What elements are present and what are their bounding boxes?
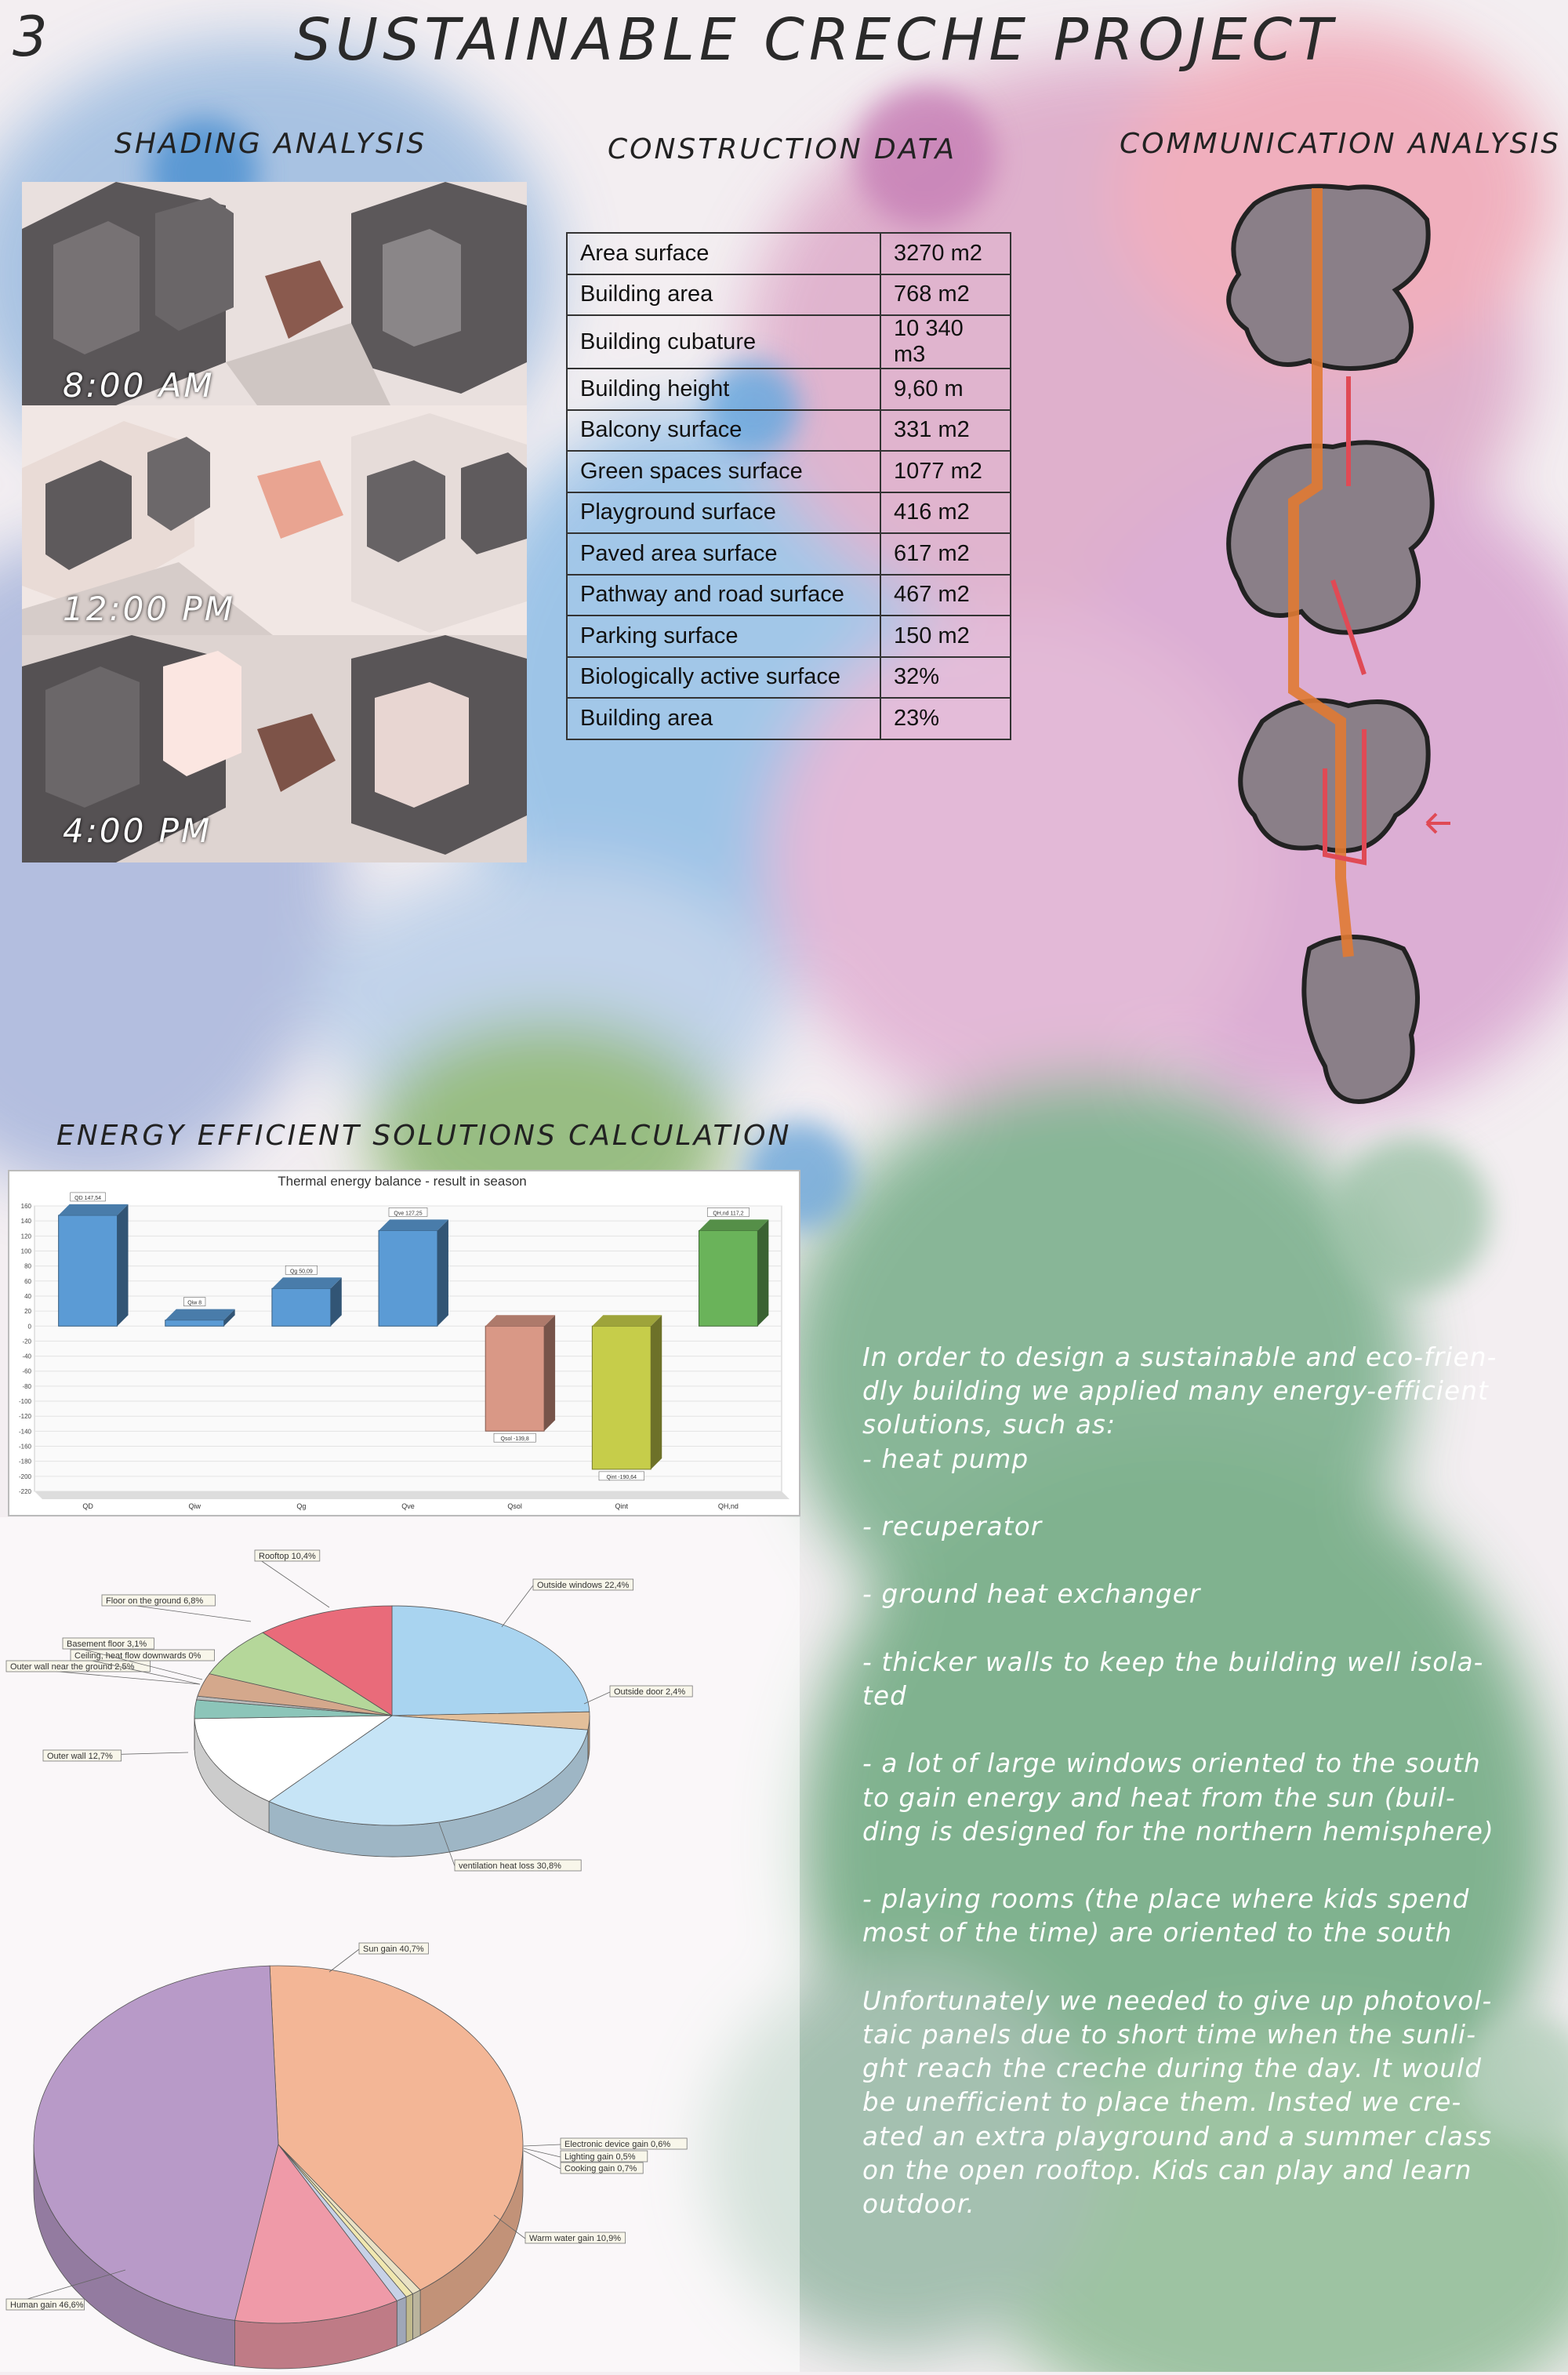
description-line: ght reach the creche during the day. It would [862, 2052, 1521, 2086]
construction-label: Building area [567, 274, 880, 316]
construction-label: Area surface [567, 233, 880, 274]
description-line: - heat pump [862, 1443, 1521, 1476]
construction-row [567, 616, 1011, 657]
shading-time-label: 4:00 PM [63, 812, 212, 850]
description-line: - recuperator [862, 1510, 1521, 1544]
data-label: Qve 127,25 [394, 1211, 422, 1216]
leader-line [502, 1585, 533, 1627]
x-tick-label: Qsol [507, 1502, 522, 1510]
data-label: Qint -190,64 [607, 1475, 637, 1480]
x-tick-label: QD [82, 1502, 93, 1510]
y-tick-label: -220 [19, 1488, 32, 1495]
construction-row [567, 451, 1011, 492]
pie-label: Electronic device gain 0,6% [564, 2140, 670, 2149]
y-tick-label: -120 [19, 1413, 32, 1420]
pie-label: Ceiling, heat flow downwards 0% [74, 1651, 201, 1661]
pie-label: Cooking gain 0,7% [564, 2164, 637, 2173]
description-line: dly building we applied many energy-efficient [862, 1375, 1521, 1408]
bar [59, 1215, 118, 1326]
x-tick-label: QH,nd [718, 1502, 739, 1510]
y-tick-label: 120 [21, 1233, 32, 1240]
pie-label: Outside windows 22,4% [537, 1581, 630, 1590]
pie-slice-side [412, 2290, 420, 2340]
leader-line [584, 1692, 610, 1704]
construction-label: Biologically active surface [567, 657, 880, 699]
y-tick-label: -60 [22, 1368, 31, 1375]
construction-row [567, 533, 1011, 575]
bar [379, 1230, 437, 1326]
pie-label: Lighting gain 0,5% [564, 2152, 636, 2162]
construction-label: Building cubature [567, 315, 880, 369]
bar-side [118, 1204, 129, 1326]
description-line: solutions, such as: [862, 1408, 1521, 1442]
pie-label: Rooftop 10,4% [259, 1552, 316, 1561]
energy-calculation-heading: ENERGY EFFICIENT SOLUTIONS CALCULATION [56, 1120, 791, 1152]
construction-label: Pathway and road surface [567, 575, 880, 616]
bar-top [59, 1204, 129, 1215]
y-tick-label: -140 [19, 1428, 32, 1435]
description-line [862, 1713, 1521, 1747]
heat-gain-pie-panel [0, 1941, 800, 2372]
page-number: 3 [13, 5, 49, 69]
construction-row [567, 492, 1011, 534]
data-label: QD 147,54 [74, 1196, 101, 1201]
description-line: outdoor. [862, 2188, 1521, 2221]
leader-line [329, 1949, 359, 1972]
y-tick-label: -20 [22, 1338, 31, 1345]
x-tick-label: Qiw [188, 1502, 201, 1510]
bar-top [272, 1277, 342, 1288]
bar [165, 1320, 224, 1327]
y-tick-label: 100 [21, 1247, 32, 1255]
bar-top [379, 1219, 448, 1230]
pie-label: Basement floor 3,1% [67, 1640, 147, 1649]
description-line: In order to design a sustainable and eco-frien- [862, 1341, 1521, 1375]
description-line: - ground heat exchanger [862, 1578, 1521, 1611]
leader-line [255, 1556, 329, 1607]
y-tick-label: 140 [21, 1218, 32, 1225]
bar-top [485, 1315, 555, 1326]
construction-label: Green spaces surface [567, 451, 880, 492]
description-line: on the open rooftop. Kids can play and learn [862, 2154, 1521, 2188]
description-line: - a lot of large windows oriented to the south [862, 1747, 1521, 1781]
data-label: Qg 50,09 [290, 1269, 313, 1274]
construction-value: 617 m2 [880, 533, 1011, 575]
bar-side [651, 1315, 662, 1469]
pie-label: Floor on the ground 6,8% [106, 1596, 203, 1606]
description-line: ding is designed for the northern hemisphere) [862, 1815, 1521, 1849]
construction-label: Balcony surface [567, 410, 880, 452]
poster-title: SUSTAINABLE CRECHE PROJECT [294, 6, 1337, 74]
y-tick-label: -160 [19, 1444, 32, 1451]
heat-gain-pie-chart [0, 1941, 800, 2372]
construction-label: Building area [567, 698, 880, 739]
description-line [862, 1612, 1521, 1646]
pie-slice [392, 1606, 590, 1716]
construction-label: Parking surface [567, 616, 880, 657]
construction-label: Building height [567, 369, 880, 410]
x-tick-label: Qve [401, 1502, 415, 1510]
heat-loss-pie-panel [0, 1517, 800, 1941]
description-line: most of the time) are oriented to the south [862, 1916, 1521, 1950]
construction-value: 9,60 m [880, 369, 1011, 410]
pie-label: Outer wall 12,7% [47, 1752, 113, 1761]
y-tick-label: -80 [22, 1383, 31, 1390]
bar-top [592, 1315, 662, 1326]
shading-analysis-heading: SHADING ANALYSIS [114, 128, 426, 160]
bar [699, 1230, 757, 1326]
construction-value: 416 m2 [880, 492, 1011, 534]
heat-loss-pie-chart [0, 1517, 800, 1941]
chart-title: Thermal energy balance - result in season [278, 1174, 527, 1189]
construction-value: 150 m2 [880, 616, 1011, 657]
leader-line [524, 2148, 561, 2157]
shading-render-12pm [22, 405, 527, 635]
data-label: Qsol -139,8 [501, 1436, 529, 1442]
bar-side [437, 1219, 448, 1326]
y-tick-label: -200 [19, 1473, 32, 1480]
y-tick-label: 160 [21, 1203, 32, 1210]
pie-label: Human gain 46,6% [10, 2301, 84, 2310]
leader-line [524, 2144, 561, 2146]
construction-value: 10 340 m3 [880, 315, 1011, 369]
construction-row [567, 274, 1011, 316]
description-line [862, 1544, 1521, 1578]
pie-label: ventilation heat loss 30,8% [459, 1861, 561, 1871]
shading-render-8am [22, 182, 527, 405]
bar-side [757, 1219, 768, 1326]
y-tick-label: -40 [22, 1353, 31, 1360]
construction-row [567, 575, 1011, 616]
y-tick-label: -180 [19, 1458, 32, 1465]
bar [592, 1326, 651, 1469]
construction-label: Playground surface [567, 492, 880, 534]
construction-value: 23% [880, 698, 1011, 739]
construction-row [567, 657, 1011, 699]
description-line: - playing rooms (the place where kids spend [862, 1883, 1521, 1916]
shading-time-label: 8:00 AM [63, 366, 215, 405]
shading-time-label: 12:00 PM [63, 590, 235, 628]
construction-row [567, 698, 1011, 739]
description-line [862, 1476, 1521, 1510]
pie-slice-side [406, 2294, 412, 2343]
construction-value: 331 m2 [880, 410, 1011, 452]
construction-value: 768 m2 [880, 274, 1011, 316]
energy-solutions-description [862, 1341, 1521, 2221]
x-tick-label: Qg [296, 1502, 306, 1510]
construction-value: 3270 m2 [880, 233, 1011, 274]
description-line: ated an extra playground and a summer class [862, 2120, 1521, 2154]
description-line: - thicker walls to keep the building well isola- [862, 1646, 1521, 1680]
bar-side [544, 1315, 555, 1431]
leader-line [524, 2151, 561, 2169]
description-line: be unefficient to place them. Insted we cre- [862, 2086, 1521, 2119]
pie-label: Outer wall near the ground 2,5% [10, 1662, 135, 1672]
y-tick-label: 60 [24, 1278, 31, 1285]
x-tick-label: Qint [615, 1502, 629, 1510]
bar-top [699, 1219, 768, 1230]
description-line: Unfortunately we needed to give up photovol- [862, 1985, 1521, 2018]
bar [272, 1288, 331, 1326]
thermal-balance-chart [8, 1170, 800, 1516]
description-line: to gain energy and heat from the sun (buil- [862, 1781, 1521, 1815]
bar [485, 1326, 544, 1431]
chart-floor [34, 1491, 789, 1499]
pie-label: Warm water gain 10,9% [529, 2234, 621, 2243]
construction-data-table [566, 232, 1011, 740]
construction-row [567, 369, 1011, 410]
data-label: QH,nd 117,2 [713, 1211, 743, 1216]
description-line [862, 1951, 1521, 1985]
pie-label: Sun gain 40,7% [363, 1945, 424, 1954]
construction-label: Paved area surface [567, 533, 880, 575]
y-tick-label: 20 [24, 1308, 31, 1315]
bar-chart-svg [9, 1171, 796, 1512]
y-tick-label: 40 [24, 1293, 31, 1300]
bar-top [165, 1309, 235, 1320]
y-tick-label: 0 [28, 1323, 32, 1330]
y-tick-label: -100 [19, 1398, 32, 1405]
construction-row [567, 410, 1011, 452]
construction-data-heading: CONSTRUCTION DATA [608, 133, 956, 165]
description-line: ted [862, 1680, 1521, 1713]
construction-row [567, 233, 1011, 274]
description-line [862, 1849, 1521, 1883]
shading-render-4pm [22, 635, 527, 862]
construction-value: 1077 m2 [880, 451, 1011, 492]
construction-value: 32% [880, 657, 1011, 699]
communication-analysis-heading: COMMUNICATION ANALYSIS [1120, 128, 1561, 160]
data-label: Qiw 8 [187, 1301, 201, 1306]
construction-value: 467 m2 [880, 575, 1011, 616]
communication-floor-plans [1192, 172, 1521, 1145]
pie-slice-side [397, 2297, 406, 2346]
description-line: taic panels due to short time when the sunli- [862, 2018, 1521, 2052]
y-tick-label: 80 [24, 1263, 31, 1270]
pie-label: Outside door 2,4% [614, 1687, 685, 1697]
construction-row [567, 315, 1011, 369]
